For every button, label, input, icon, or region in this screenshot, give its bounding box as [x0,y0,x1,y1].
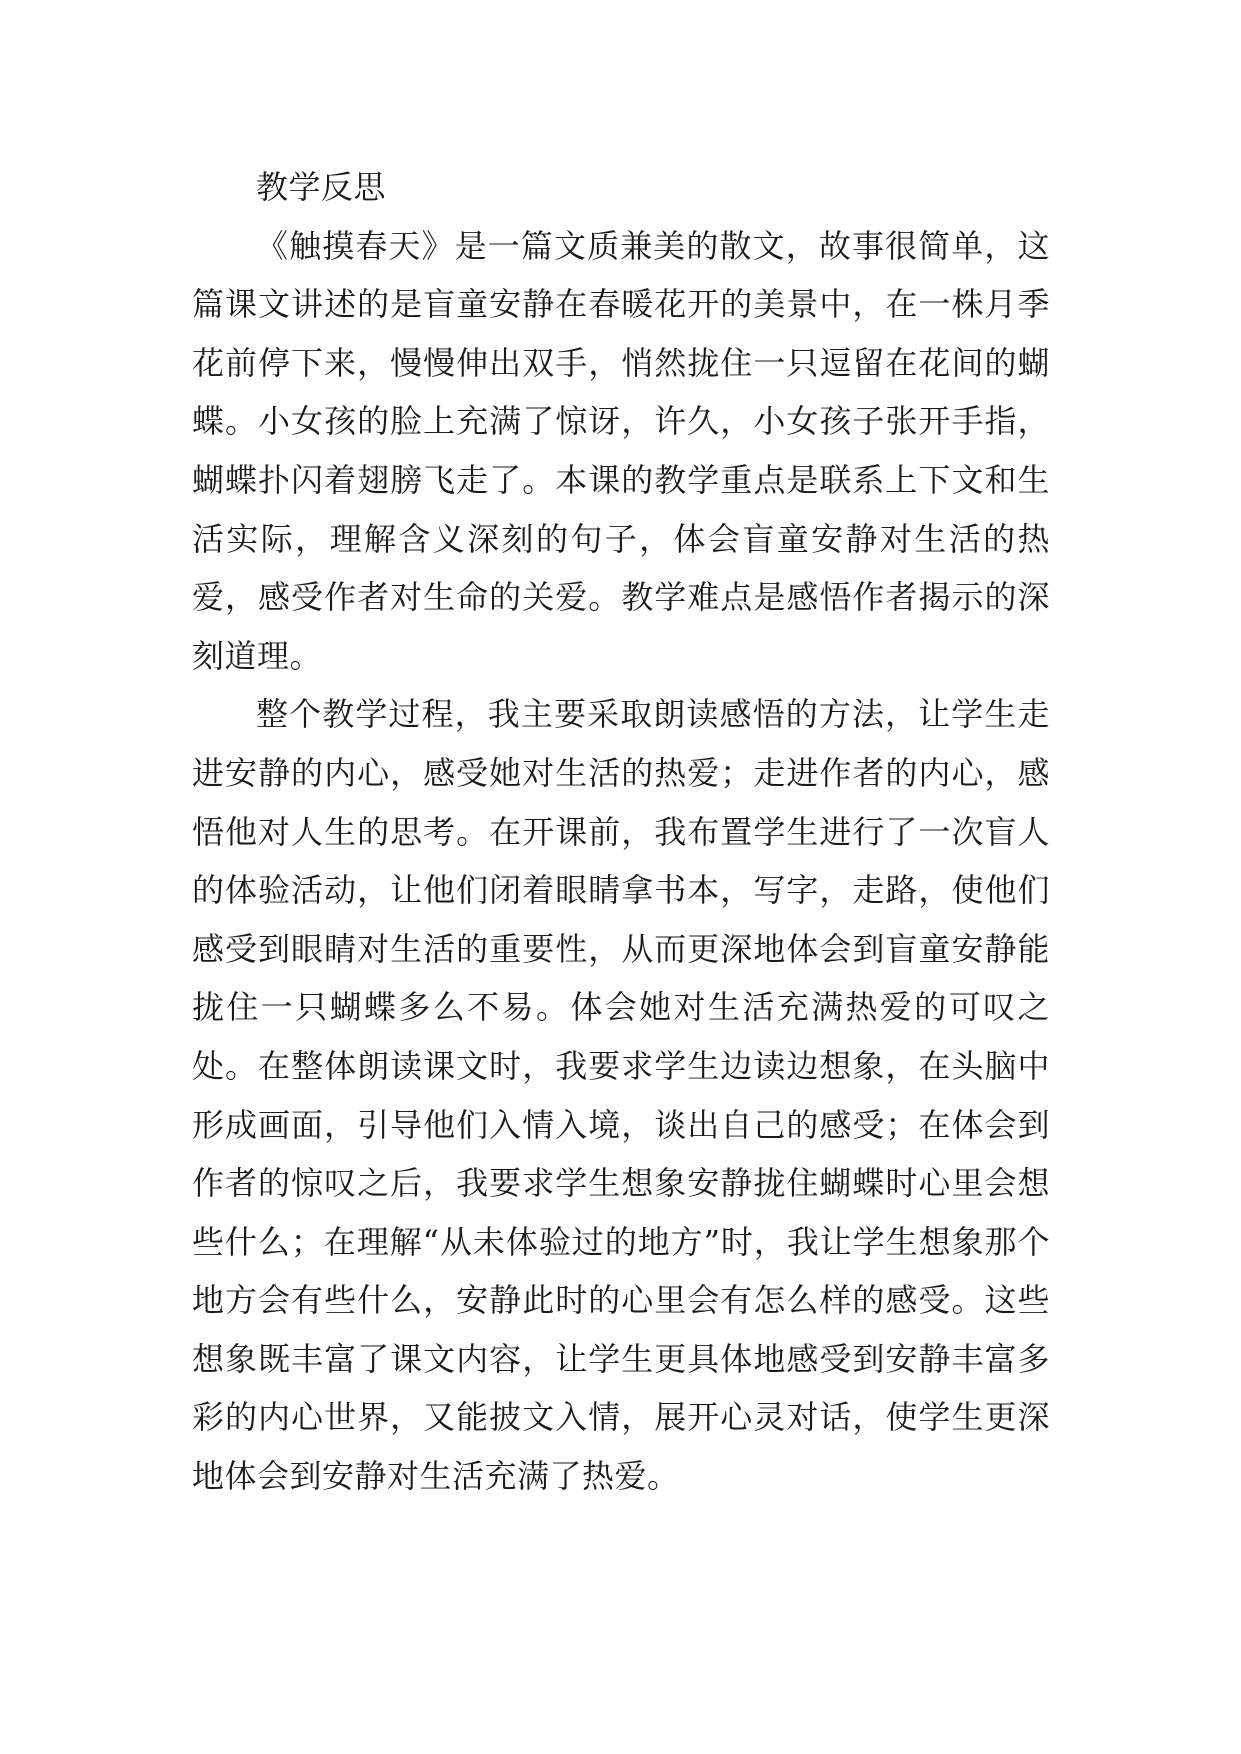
paragraph-1: 《触摸春天》是一篇文质兼美的散文，故事很简单，这篇课文讲述的是盲童安静在春暖花开的美景中，在一株月季花前停下来，慢慢伸出双手，悄然拢住一只逗留在花间的蝴蝶。小女孩的脸上充满了惊讶，许久，小女孩子张开手指，蝴蝶扑闪着翅膀飞走了。本课的教学重点是联系上下文和生活实际，理解含义深刻的句子，体会盲童安静对生活的热爱，感受作者对生命的关爱。教学难点是感悟作者揭示的深刻道理。 [192,226,1050,675]
document-heading: 教学反思 [256,168,387,206]
document-body [192,158,1050,1506]
paragraph-2: 整个教学过程，我主要采取朗读感悟的方法，让学生走进安静的内心，感受她对生活的热爱；走进作者的内心，感悟他对人生的思考。在开课前，我布置学生进行了一次盲人的体验活动，让他们闭着眼睛拿书本，写字，走路，使他们感受到眼睛对生活的重要性，从而更深地体会到盲童安静能拢住一只蝴蝶多么不易。体会她对生活充满热爱的可叹之处。在整体朗读课文时，我要求学生边读边想象，在头脑中形成画面，引导他们入情入境，谈出自己的感受；在体会到作者的惊叹之后，我要求学生想象安静拢住蝴蝶时心里会想些什么；在理解“从未体验过的地方”时，我让学生想象那个地方会有些什么，安静此时的心里会有怎么样的感受。这些想象既丰富了课文内容，让学生更具体地感受到安静丰富多彩的内心世界，又能披文入情，展开心灵对话，使学生更深地体会到安静对生活充满了热爱。 [192,695,1050,1496]
